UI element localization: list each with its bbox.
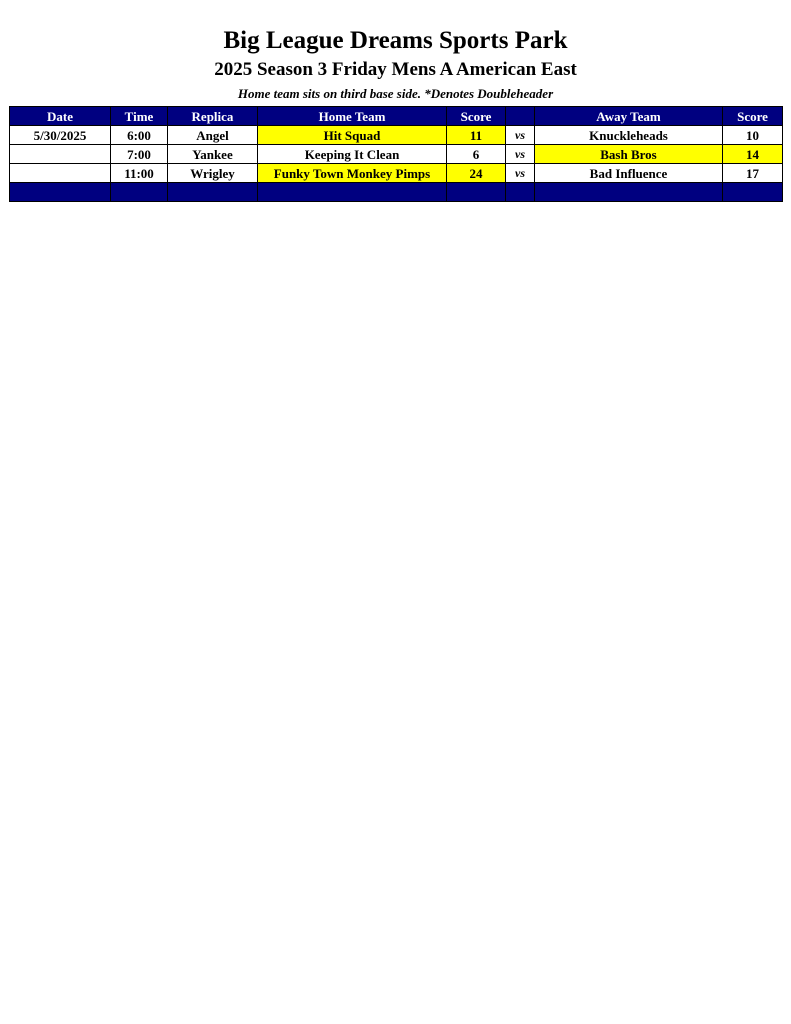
page-note: Home team sits on third base side. *Denotes Doubleheader <box>237 86 554 101</box>
date-cell: 5/30/2025 <box>10 126 111 145</box>
header-row <box>10 107 783 126</box>
away-team-cell: Bash Bros <box>535 145 723 164</box>
vs-cell: vs <box>506 126 535 145</box>
date-cell <box>10 145 111 164</box>
away-team-cell: Knuckleheads <box>535 126 723 145</box>
table-footer-row <box>10 183 783 202</box>
date-cell <box>10 164 111 183</box>
vs-cell: vs <box>506 164 535 183</box>
table-row <box>10 164 783 183</box>
home-team-cell: Hit Squad <box>258 126 447 145</box>
replica-cell: Angel <box>168 126 258 145</box>
home-team-cell: Funky Town Monkey Pimps <box>258 164 447 183</box>
column-header-home-score: Score <box>447 107 506 126</box>
column-header-replica: Replica <box>168 107 258 126</box>
footer-cell <box>723 183 783 202</box>
away-score-cell: 14 <box>723 145 783 164</box>
time-cell: 6:00 <box>111 126 168 145</box>
replica-cell: Yankee <box>168 145 258 164</box>
column-header-date: Date <box>10 107 111 126</box>
column-header-away-team: Away Team <box>535 107 723 126</box>
home-score-cell: 6 <box>447 145 506 164</box>
page-subtitle: 2025 Season 3 Friday Mens A American East <box>214 59 577 80</box>
column-header-home-team: Home Team <box>258 107 447 126</box>
schedule-table <box>9 106 783 202</box>
time-cell: 7:00 <box>111 145 168 164</box>
home-score-cell: 24 <box>447 164 506 183</box>
footer-cell <box>168 183 258 202</box>
footer-cell <box>111 183 168 202</box>
footer-cell <box>535 183 723 202</box>
home-team-cell: Keeping It Clean <box>258 145 447 164</box>
table-row <box>10 145 783 164</box>
away-team-cell: Bad Influence <box>535 164 723 183</box>
vs-cell: vs <box>506 145 535 164</box>
time-cell: 11:00 <box>111 164 168 183</box>
table-row <box>10 126 783 145</box>
page-title: Big League Dreams Sports Park <box>223 27 568 54</box>
column-header-away-score: Score <box>723 107 783 126</box>
footer-cell <box>506 183 535 202</box>
replica-cell: Wrigley <box>168 164 258 183</box>
footer-cell <box>447 183 506 202</box>
footer-cell <box>10 183 111 202</box>
away-score-cell: 10 <box>723 126 783 145</box>
footer-cell <box>258 183 447 202</box>
away-score-cell: 17 <box>723 164 783 183</box>
column-header-time: Time <box>111 107 168 126</box>
column-header-vs <box>506 107 535 126</box>
home-score-cell: 11 <box>447 126 506 145</box>
